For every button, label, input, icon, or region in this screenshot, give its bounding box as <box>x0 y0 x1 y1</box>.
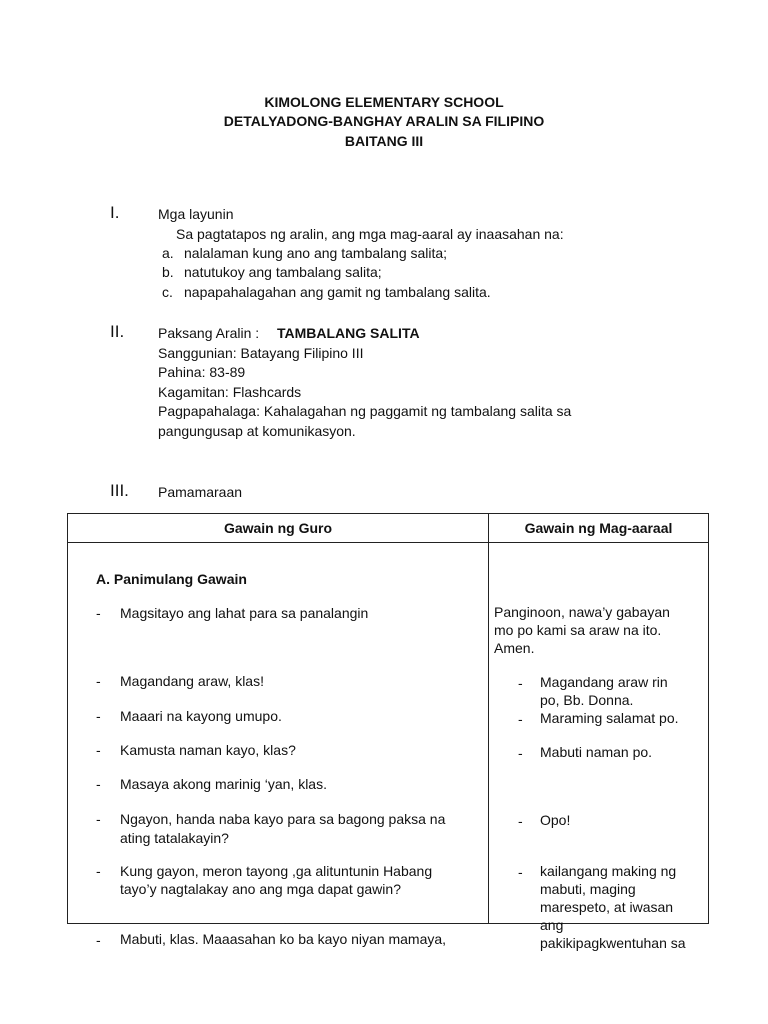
section-1-numeral: I. <box>110 203 120 222</box>
teacher-line: Magsitayo ang lahat para sa panalangin <box>120 605 369 621</box>
dash-marker: - <box>518 675 523 691</box>
teacher-line: Kamusta naman kayo, klas? <box>120 742 296 758</box>
student-line: Mabuti naman po. <box>540 744 653 760</box>
student-line: Maraming salamat po. <box>540 710 679 726</box>
values-line-1: Pagpapahalaga: Kahalagahan ng paggamit ng tambalang salita sa <box>158 403 572 419</box>
student-line: ang <box>540 917 564 933</box>
school-name: KIMOLONG ELEMENTARY SCHOOL <box>264 94 504 110</box>
student-prayer-line: mo po kami sa araw na ito. <box>494 622 662 638</box>
objective-letter: b. <box>162 264 174 280</box>
student-prayer-line: Amen. <box>494 640 535 656</box>
student-line: mabuti, maging <box>540 881 636 897</box>
teacher-column-header: Gawain ng Guro <box>68 514 489 543</box>
materials-line: Kagamitan: Flashcards <box>158 384 302 400</box>
teacher-line: Magandang araw, klas! <box>120 673 264 689</box>
dash-marker: - <box>518 745 523 761</box>
student-line: pakikipagkwentuhan sa <box>540 935 686 951</box>
dash-marker: - <box>518 864 523 880</box>
objective-item: nalalaman kung ano ang tambalang salita; <box>184 245 448 261</box>
student-line: Magandang araw rin <box>540 674 668 690</box>
student-column <box>489 543 709 951</box>
topic-label: Paksang Aralin : <box>158 325 260 341</box>
student-column-header: Gawain ng Mag-aaraal <box>489 514 709 543</box>
dash-marker: - <box>518 813 523 829</box>
teacher-line: Masaya akong marinig ‘yan, klas. <box>120 776 327 792</box>
student-line: po, Bb. Donna. <box>540 692 634 708</box>
section-3-numeral: III. <box>110 481 129 500</box>
teacher-line: Ngayon, handa naba kayo para sa bagong paksa na <box>120 811 446 827</box>
plan-title: DETALYADONG-BANGHAY ARALIN SA FILIPINO <box>223 113 545 129</box>
objective-item: natutukoy ang tambalang salita; <box>184 264 382 280</box>
student-line: Opo! <box>540 812 571 828</box>
student-line: kailangang making ng <box>540 863 677 879</box>
student-prayer-line: Panginoon, nawa’y gabayan <box>494 604 670 620</box>
procedure-table <box>67 513 709 951</box>
section-1-title: Mga layunin <box>158 206 234 222</box>
teacher-line: tayo’y nagtalakay ano ang mga dapat gawin? <box>120 881 401 897</box>
grade-level: BAITANG III <box>344 133 424 149</box>
student-line: marespeto, at iwasan <box>540 899 674 915</box>
dash-marker: - <box>96 932 101 948</box>
dash-marker: - <box>96 742 101 758</box>
pages-line: Pahina: 83-89 <box>158 364 246 380</box>
dash-marker: - <box>96 811 101 827</box>
teacher-line: ating tatalakayin? <box>120 830 229 846</box>
teacher-line: Kung gayon, meron tayong ,ga alituntunin Habang <box>120 863 433 879</box>
values-line-2: pangungusap at komunikasyon. <box>158 423 356 439</box>
topic-title: TAMBALANG SALITA <box>277 325 420 341</box>
reference-line: Sanggunian: Batayang Filipino III <box>158 345 364 361</box>
teacher-line: Mabuti, klas. Maaasahan ko ba kayo niyan mamaya, <box>120 931 447 947</box>
dash-marker: - <box>96 863 101 879</box>
objective-letter: a. <box>162 245 174 261</box>
teacher-column <box>68 543 489 948</box>
dash-marker: - <box>96 605 101 621</box>
objective-letter: c. <box>162 284 173 300</box>
part-a-heading: A. Panimulang Gawain <box>96 571 247 587</box>
dash-marker: - <box>96 673 101 689</box>
section-3-title: Pamamaraan <box>158 484 243 500</box>
dash-marker: - <box>518 711 523 727</box>
section-2-numeral: II. <box>110 322 125 341</box>
objectives-intro: Sa pagtatapos ng aralin, ang mga mag-aaral ay inaasahan na: <box>176 226 564 242</box>
dash-marker: - <box>96 776 101 792</box>
teacher-line: Maaari na kayong umupo. <box>120 708 282 724</box>
objective-item: napapahalagahan ang gamit ng tambalang salita. <box>184 284 491 300</box>
dash-marker: - <box>96 708 101 724</box>
